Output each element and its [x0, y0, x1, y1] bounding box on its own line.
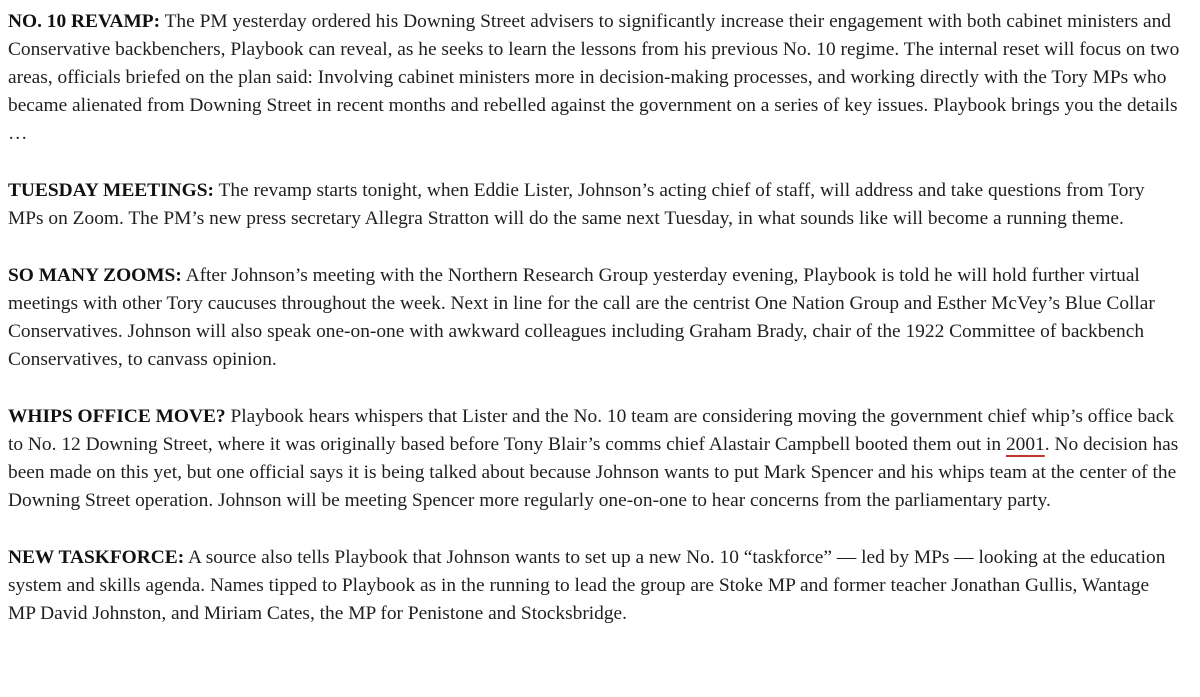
paragraph-lead: SO MANY ZOOMS: — [8, 265, 182, 286]
paragraph-so-many-zooms — [8, 262, 1180, 374]
paragraph-text: . No decision has been made on this yet, but one official says it is being talked about because Johnson wants to put Mark Spencer and his whips team at the center of the Downing Street operation. Johnson will be meeting Spencer more regularly one-on-one to hear concerns from the parliamentary party. — [8, 434, 1179, 511]
paragraph-tuesday-meetings — [8, 177, 1180, 233]
paragraph-no10-revamp — [8, 8, 1180, 148]
paragraph-text: The revamp starts tonight, when Eddie Lister, Johnson’s acting chief of staff, will address and take questions from Tory MPs on Zoom. The PM’s new press secretary Allegra Stratton will do the same next Tuesday, in what sounds like will become a running theme. — [8, 180, 1145, 229]
year-2001-link[interactable]: 2001 — [1005, 434, 1045, 455]
paragraph-text: The PM yesterday ordered his Downing Street advisers to significantly increase their engagement with both cabinet ministers and Conservative backbenchers, Playbook can reveal, as he seeks to learn the lessons from his previous No. 10 regime. The internal reset will focus on two areas, officials briefed on the plan said: Involving cabinet ministers more in decision-making processes, and working directly with the Tory MPs who became alienated from Downing Street in recent months and rebelled against the government on a series of key issues. Playbook brings you the details … — [8, 11, 1180, 144]
paragraph-lead: NO. 10 REVAMP: — [8, 11, 161, 32]
paragraph-lead: TUESDAY MEETINGS: — [8, 180, 214, 201]
paragraph-lead: WHIPS OFFICE MOVE? — [8, 406, 226, 427]
paragraph-text: A source also tells Playbook that Johnson wants to set up a new No. 10 “taskforce” — led by MPs — looking at the education system and skills agenda. Names tipped to Playbook as in the running to lead the group are Stoke MP and former teacher Jonathan Gullis, Wantage MP David Johnston, and Miriam Cates, the MP for Penistone and Stocksbridge. — [8, 547, 1166, 624]
paragraph-whips-office-move — [8, 403, 1180, 515]
paragraph-lead: NEW TASKFORCE: — [8, 547, 185, 568]
paragraph-new-taskforce — [8, 544, 1180, 628]
paragraph-text: After Johnson’s meeting with the Northern Research Group yesterday evening, Playbook is told he will hold further virtual meetings with other Tory caucuses throughout the week. Next in line for the call are the centrist One Nation Group and Esther McVey’s Blue Collar Conservatives. Johnson will also speak one-on-one with awkward colleagues including Graham Brady, chair of the 1922 Committee of backbench Conservatives, to canvass opinion. — [8, 265, 1155, 370]
paragraph-text: Playbook hears whispers that Lister and the No. 10 team are considering moving the government chief whip’s office back to No. 12 Downing Street, where it was originally based before Tony Blair’s comms chief Alastair Campbell booted them out in — [8, 406, 1175, 455]
